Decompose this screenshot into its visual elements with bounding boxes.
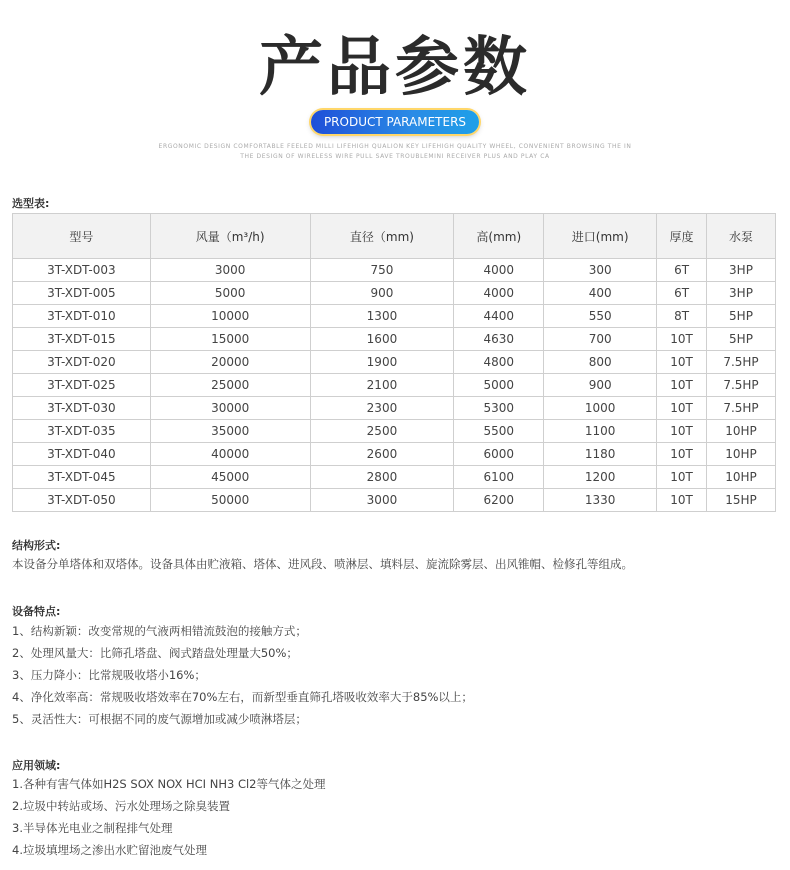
list-item: 2、处理风量大：比筛孔塔盘、阀式踏盘处理量大50%； xyxy=(12,646,298,660)
table-cell: 5HP xyxy=(707,328,776,351)
table-cell: 3T-XDT-010 xyxy=(13,305,151,328)
table-cell: 3T-XDT-040 xyxy=(13,443,151,466)
column-header: 进口(mm) xyxy=(544,214,657,259)
table-cell: 3T-XDT-045 xyxy=(13,466,151,489)
table-cell: 10T xyxy=(657,489,707,512)
table-cell: 3HP xyxy=(707,282,776,305)
selection-label: 选型表: xyxy=(12,197,50,210)
table-cell: 2600 xyxy=(310,443,454,466)
applications-label: 应用领域: xyxy=(12,759,61,772)
table-cell: 900 xyxy=(544,374,657,397)
table-cell: 30000 xyxy=(150,397,310,420)
spec-table xyxy=(12,213,776,512)
table-cell: 1600 xyxy=(310,328,454,351)
table-cell: 3T-XDT-020 xyxy=(13,351,151,374)
table-cell: 1900 xyxy=(310,351,454,374)
table-cell: 900 xyxy=(310,282,454,305)
features-label: 设备特点: xyxy=(12,605,61,618)
table-cell: 10000 xyxy=(150,305,310,328)
table-row xyxy=(13,305,776,328)
table-cell: 3T-XDT-003 xyxy=(13,259,151,282)
table-cell: 10T xyxy=(657,420,707,443)
structure-label: 结构形式: xyxy=(12,539,61,552)
table-cell: 1330 xyxy=(544,489,657,512)
table-cell: 5000 xyxy=(454,374,544,397)
table-cell: 4630 xyxy=(454,328,544,351)
tagline-line-1: ERGONOMIC DESIGN COMFORTABLE FEELED MILLI LIFEHIGH QUALION KEY LIFEHIGH QUALITY WHEEL, CONVENIENT BROWSING THE IN xyxy=(158,143,632,150)
table-cell: 4400 xyxy=(454,305,544,328)
column-header: 水泵 xyxy=(707,214,776,259)
table-cell: 3T-XDT-005 xyxy=(13,282,151,305)
table-cell: 3T-XDT-050 xyxy=(13,489,151,512)
table-cell: 6T xyxy=(657,259,707,282)
table-cell: 3T-XDT-025 xyxy=(13,374,151,397)
table-cell: 1100 xyxy=(544,420,657,443)
table-row xyxy=(13,328,776,351)
column-header: 厚度 xyxy=(657,214,707,259)
table-cell: 4000 xyxy=(454,282,544,305)
table-cell: 3000 xyxy=(150,259,310,282)
table-row xyxy=(13,397,776,420)
list-item: 1、结构新颖：改变常规的气液两相错流鼓泡的接触方式； xyxy=(12,624,307,638)
table-cell: 4800 xyxy=(454,351,544,374)
column-header: 高(mm) xyxy=(454,214,544,259)
badge-wrap xyxy=(0,110,790,134)
table-cell: 6000 xyxy=(454,443,544,466)
table-cell: 35000 xyxy=(150,420,310,443)
table-row xyxy=(13,420,776,443)
column-header: 风量（m³/h) xyxy=(150,214,310,259)
table-cell: 7.5HP xyxy=(707,351,776,374)
table-cell: 10T xyxy=(657,397,707,420)
page-title: 产品参数 xyxy=(259,31,531,105)
applications-list xyxy=(12,773,325,861)
table-cell: 6T xyxy=(657,282,707,305)
table-cell: 10HP xyxy=(707,420,776,443)
table-cell: 6200 xyxy=(454,489,544,512)
list-item: 4.垃圾填埋场之渗出水贮留池废气处理 xyxy=(12,843,207,857)
table-cell: 10HP xyxy=(707,443,776,466)
table-cell: 10HP xyxy=(707,466,776,489)
tagline-line-2: THE DESIGN OF WIRELESS WIRE PULL SAVE TROUBLEMINI RECEIVER PLUS AND PLAY CA xyxy=(240,153,550,160)
table-cell: 800 xyxy=(544,351,657,374)
table-cell: 300 xyxy=(544,259,657,282)
table-cell: 25000 xyxy=(150,374,310,397)
table-cell: 10T xyxy=(657,374,707,397)
table-cell: 3T-XDT-015 xyxy=(13,328,151,351)
list-item: 3.半导体光电业之制程排气处理 xyxy=(12,821,173,835)
table-cell: 10T xyxy=(657,466,707,489)
table-cell: 550 xyxy=(544,305,657,328)
table-cell: 7.5HP xyxy=(707,374,776,397)
tagline xyxy=(150,142,640,162)
table-row xyxy=(13,351,776,374)
table-cell: 45000 xyxy=(150,466,310,489)
table-cell: 2800 xyxy=(310,466,454,489)
table-cell: 3HP xyxy=(707,259,776,282)
table-cell: 10T xyxy=(657,351,707,374)
table-cell: 20000 xyxy=(150,351,310,374)
table-row xyxy=(13,466,776,489)
column-header: 型号 xyxy=(13,214,151,259)
table-cell: 2300 xyxy=(310,397,454,420)
table-cell: 15000 xyxy=(150,328,310,351)
table-cell: 750 xyxy=(310,259,454,282)
table-cell: 400 xyxy=(544,282,657,305)
table-row xyxy=(13,443,776,466)
list-item: 3、压力降小：比常规吸收塔小16%； xyxy=(12,668,206,682)
table-body xyxy=(13,259,776,512)
table-cell: 1000 xyxy=(544,397,657,420)
table-cell: 1200 xyxy=(544,466,657,489)
structure-text: 本设备分单塔体和双塔体。设备具体由贮液箱、塔体、进风段、喷淋层、填料层、旋流除雾层、出风锥帽、检修孔等组成。 xyxy=(12,557,633,571)
table-cell: 2100 xyxy=(310,374,454,397)
table-cell: 50000 xyxy=(150,489,310,512)
table-cell: 5HP xyxy=(707,305,776,328)
table-row xyxy=(13,374,776,397)
features-list xyxy=(12,620,473,730)
table-cell: 8T xyxy=(657,305,707,328)
table-cell: 3T-XDT-035 xyxy=(13,420,151,443)
list-item: 2.垃圾中转站或场、污水处理场之除臭装置 xyxy=(12,799,230,813)
table-cell: 700 xyxy=(544,328,657,351)
table-row xyxy=(13,282,776,305)
table-cell: 10T xyxy=(657,443,707,466)
table-cell: 3T-XDT-030 xyxy=(13,397,151,420)
table-cell: 3000 xyxy=(310,489,454,512)
column-header: 直径（mm) xyxy=(310,214,454,259)
list-item: 5、灵活性大：可根据不同的废气源增加或减少喷淋塔层； xyxy=(12,712,307,726)
table-header-row xyxy=(13,214,776,259)
table-cell: 4000 xyxy=(454,259,544,282)
list-item: 4、净化效率高：常规吸收塔效率在70%左右，而新型垂直筛孔塔吸收效率大于85%以上； xyxy=(12,690,473,704)
table-cell: 2500 xyxy=(310,420,454,443)
table-cell: 5000 xyxy=(150,282,310,305)
table-row xyxy=(13,259,776,282)
table-cell: 5500 xyxy=(454,420,544,443)
table-cell: 15HP xyxy=(707,489,776,512)
table-cell: 40000 xyxy=(150,443,310,466)
table-cell: 5300 xyxy=(454,397,544,420)
list-item: 1.各种有害气体如H2S SOX NOX HCI NH3 Cl2等气体之处理 xyxy=(12,777,326,791)
table-cell: 7.5HP xyxy=(707,397,776,420)
table-cell: 10T xyxy=(657,328,707,351)
table-cell: 6100 xyxy=(454,466,544,489)
table-cell: 1300 xyxy=(310,305,454,328)
product-parameters-badge: PRODUCT PARAMETERS xyxy=(311,110,479,134)
table-row xyxy=(13,489,776,512)
table-cell: 1180 xyxy=(544,443,657,466)
